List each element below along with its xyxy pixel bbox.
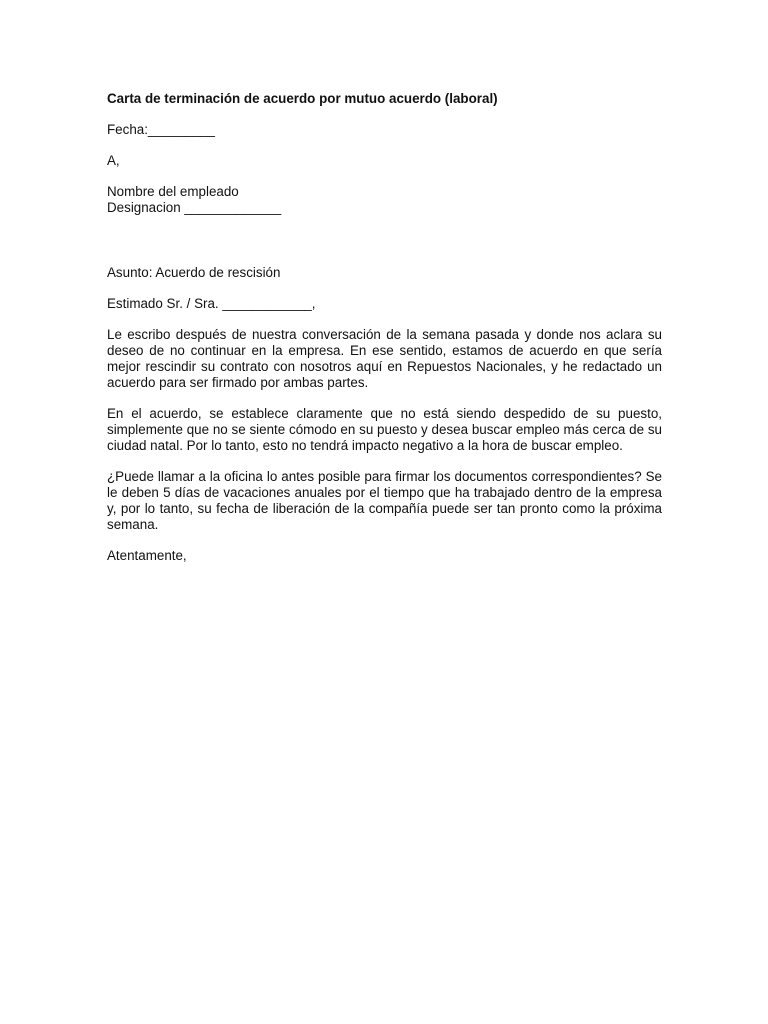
letter-body <box>107 91 662 564</box>
salutation: Estimado Sr. / Sra. ____________, <box>107 296 316 311</box>
paragraph-3: ¿Puede llamar a la oficina lo antes posible para firmar los documentos correspondientes? Se le deben 5 días de vacaciones anuales por el tiempo que ha trabajado dentro de la empresa y, por lo tanto, su fecha de liberación de la compañía puede ser tan pronto como la próxima semana. <box>107 469 662 532</box>
letter-title: Carta de terminación de acuerdo por mutuo acuerdo (laboral) <box>107 91 498 106</box>
designation-line: Designacion _____________ <box>107 200 282 215</box>
subject-line: Asunto: Acuerdo de rescisión <box>107 265 281 280</box>
date-line: Fecha:_________ <box>107 122 215 137</box>
paragraph-2: En el acuerdo, se establece claramente que no está siendo despedido de su puesto, simplemente que no se siente cómodo en su puesto y desea buscar empleo más cerca de su ciudad natal. Por lo tanto, esto no tendrá impacto negativo a la hora de buscar empleo. <box>107 406 662 453</box>
employee-name: Nombre del empleado <box>107 184 239 199</box>
closing: Atentamente, <box>107 548 187 563</box>
recipient-line: A, <box>107 153 120 168</box>
paragraph-1: Le escribo después de nuestra conversación de la semana pasada y donde nos aclara su deseo de no continuar en la empresa. En ese sentido, estamos de acuerdo en que sería mejor rescindir su contrato con nosotros aquí en Repuestos Nacionales, y he redactado un acuerdo para ser firmado por ambas partes. <box>107 327 662 390</box>
